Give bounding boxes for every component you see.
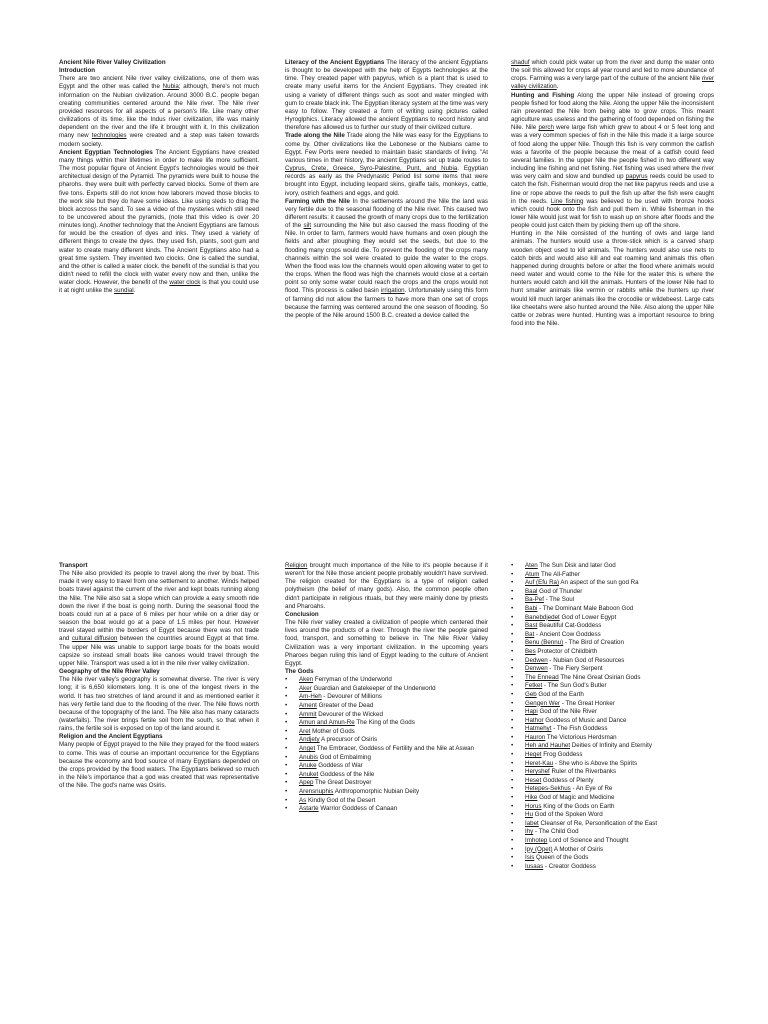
god-name-link[interactable]: Anuket <box>299 770 319 778</box>
god-name-link[interactable]: Aker <box>299 684 312 692</box>
god-name-link[interactable]: Banebdjedet <box>525 613 560 621</box>
literacy-text: The literacy of the ancient Egyptians is thought to be developed with the help of Egypts technologies at the time. They created paper with papyrus, which is a plant that is used to create many useful items for the Ancient Egyptians. They created ink using a variety of different things such as soot and water mingled with gum to create black ink. The Egyptian literacy system at the time was very easy to follow. They created a form of writing using pictures called Hyroglphics. Literacy allowed the ancient Egyptians to record history and therefore has allowed us to further our study of their civilized culture. <box>285 59 488 132</box>
farming-continued <box>511 59 714 92</box>
geography-paragraph: The Nile river valley's geography is somewhat diverse. The river is very long; it is 6,650 kilometers long. It is one of the longest rivers in the world. It has two stretches of land around it and as mentioned earlier it has very fertile land due to the flooding of the river. The Nile flows north because of the topography of the land. The Nile also has many cataracts (waterfalls). The river brings fertile soil from the south, so that when it rains, the fertile soil is exposed on top of the land around it. <box>59 676 259 733</box>
gods-list-right <box>511 562 714 871</box>
god-list-item <box>285 736 488 745</box>
god-list-item <box>511 596 714 605</box>
papyrus-link[interactable]: papyrus <box>625 173 648 181</box>
god-name-link[interactable]: Heset <box>525 776 542 784</box>
god-description: Mother of Gods <box>310 727 355 735</box>
introduction-text: There are two ancient Nile river valley civilizations, one of them was Egypt and the other was called the <box>59 75 259 91</box>
god-list-item <box>511 760 714 769</box>
god-description: God of Lower Egypt <box>559 613 617 621</box>
god-name-link[interactable]: Bat <box>525 630 535 638</box>
god-description: - She who is Above the Spirits <box>553 759 638 767</box>
god-list-item <box>285 805 488 814</box>
god-name-link[interactable]: Andjety <box>299 736 320 744</box>
trade-places-link[interactable]: Cyprus, Crete, Greece, Syro-Palestine, Punt, and Nubia <box>285 165 458 173</box>
column-1 <box>59 59 259 443</box>
god-description: Goddess of War <box>316 762 363 770</box>
perch-link[interactable]: perch <box>538 124 554 132</box>
farming-text: which could pick water up from the river and dump the water onto the soil this allowed for crops all year round and led to more abundance of crops. Farming was a very large part of the culture of the ancient Nile <box>511 59 714 83</box>
god-description: Anthropomorphic Nubian Deity <box>333 787 420 795</box>
god-name-link[interactable]: Am-Heh <box>299 693 322 701</box>
religion-heading: Religion and the Ancient Egyptians <box>59 733 163 741</box>
god-description: God of Magic and Medicine <box>537 794 615 802</box>
god-description: The Great Destroyer <box>313 779 372 787</box>
god-description: God of the Nile River <box>537 708 597 716</box>
god-list-item <box>511 605 714 614</box>
god-description: - The Child God <box>533 828 579 836</box>
god-list-item <box>511 657 714 666</box>
god-description: - The Fish Goddess <box>551 725 608 733</box>
god-name-link[interactable]: Ipy (Opet) <box>525 845 553 853</box>
god-name-link[interactable]: Baal <box>525 587 538 595</box>
god-description: - The Dominant Male Baboon God <box>537 604 634 612</box>
god-description: God of Thunder <box>537 587 583 595</box>
god-list-item <box>511 614 714 623</box>
god-list-item <box>285 728 488 737</box>
god-name-link[interactable]: Hu <box>525 811 533 819</box>
god-description: A precursor of Osiris <box>319 736 378 744</box>
god-name-link[interactable]: Ament <box>299 701 317 709</box>
farming-text: . Unfortunately using this form of farming did not allow the farmers to have more than one set of crops because the farming was centered around the one season of flooding. So the people of the Nile around 1500 B.C. created a device called the <box>285 287 488 319</box>
god-description: God of the Spoken Word <box>532 811 603 819</box>
river-valley-civilization-link[interactable]: river valley civilization <box>511 75 714 91</box>
god-description: Queen of the Gods <box>534 854 589 862</box>
god-name-link[interactable]: Apep <box>299 779 314 787</box>
god-list-item <box>511 691 714 700</box>
god-description: King of the Gods on Earth <box>541 802 615 810</box>
technologies-text: The Ancient Egyptians have created many things within their lifetimes in order to make life more sufficient. The most popular figure of Ancient Egypt's technologies would be their architectual design of the Pyramid. The pyramids were built to house the pharohs. they were built with perfectly carved blocks. Some of them are five tons. Experts still do not know how laborers moved those blocks to the work site but they do have some ideas. Like using sleds to drag the block accross the sand. To see a video of the mysteries which still need to be uncovered about the pyramids, (note that this video is over 20 minutes long). Another technology that the Ancient Egyptians are famous for would be the creation of dyes and inks. They used a variety of different things to create the dyes. they used fish, plants, soot gum and water to create many different kinds. The Ancient Egyptians also had a great time system. They invented two clocks. One is called the sundial, and the other is called a water clock. the benefit of the sundial is that you didn't need to refill the clock with water every now and then, unlike the water clock. However, the benefit of the <box>59 148 259 287</box>
trade-text: Trade along the Nile was easy for the Egyptians to come by. Other civilizations like the Lebonese or the Nubians came to Egypt. Few Ports were needed to maintain basic standards of living. "At various times in their history, the ancient Egyptians set up trade routes to <box>285 132 488 164</box>
god-name-link[interactable]: Atum <box>525 570 540 578</box>
god-name-link[interactable]: Hetepes-Sekhus <box>525 785 571 793</box>
geography-heading: Geography of the Nile River Valley <box>59 668 160 676</box>
sundial-link[interactable]: sundial <box>114 287 134 295</box>
god-name-link[interactable]: Hapi <box>525 708 538 716</box>
god-name-link[interactable]: Denwen <box>525 665 548 673</box>
god-name-link[interactable]: Geb <box>525 690 537 698</box>
gods-heading: The Gods <box>285 668 314 676</box>
shaduf-link[interactable]: shaduf <box>511 59 530 66</box>
god-description: Kindly God of the Desert <box>306 796 376 804</box>
god-name-link[interactable]: Ihy <box>525 828 534 836</box>
god-description: - The Soul <box>543 596 575 604</box>
god-list-item <box>511 751 714 760</box>
introduction-text: were created and a step was taken towards modern society. <box>59 132 259 148</box>
god-list-item <box>285 711 488 720</box>
god-description: Ruler of the Riverbanks <box>549 768 617 776</box>
god-name-link[interactable]: Aten <box>525 562 538 569</box>
god-list-item <box>511 794 714 803</box>
god-name-link[interactable]: Horus <box>525 802 542 810</box>
god-list-item <box>285 771 488 780</box>
god-list-item <box>511 820 714 829</box>
god-description: The All-Father <box>539 570 580 578</box>
god-list-item <box>511 863 714 872</box>
god-description: - The Fiery Serpent <box>547 665 603 673</box>
god-list-item <box>285 788 488 797</box>
god-name-link[interactable]: Bast <box>525 622 538 630</box>
farming-text: . <box>556 83 559 91</box>
god-list-item <box>511 700 714 709</box>
god-list-item <box>285 762 488 771</box>
god-list-item <box>285 702 488 711</box>
god-name-link[interactable]: Hike <box>525 794 538 802</box>
god-name-link[interactable]: Anget <box>299 744 316 752</box>
farming-heading: Farming with the Nile <box>285 197 350 205</box>
god-list-item <box>511 828 714 837</box>
farming-paragraph <box>285 198 488 320</box>
god-description: God of Embalming <box>317 753 371 761</box>
god-list-item <box>511 674 714 683</box>
religion-text: brought much importance of the Nile to it's people because if it weren't for the Nile those ancient people probably wouldn't have survived. The religion created for the Egyptians is a type of religion called polytheism (the belief of many gods). Also, the common people often didn't participate in religious rituals, but they were mainly done by priests and Pharoahs. <box>285 562 488 610</box>
god-description: Cleanser of Re, Personification of the East <box>538 819 658 827</box>
god-list-item <box>285 676 488 685</box>
trade-text: . Egyptian records as early as the Predynastic Period list some items that were brought into Egypt, including leopard skins, giraffe tails, monkeys, cattle, ivory, ostrich feathers and eggs, and gold. <box>285 165 488 197</box>
god-description: - An Eye of Re <box>570 785 613 793</box>
god-description: Warrior Goddess of Canaan <box>318 805 398 813</box>
transport-paragraph <box>59 570 259 668</box>
god-description: Goddess of Music and Dance <box>543 716 627 724</box>
god-list-item <box>511 639 714 648</box>
column-6 <box>511 562 714 1007</box>
god-description: - Nubian God of Resources <box>547 656 625 664</box>
god-list-item <box>511 682 714 691</box>
god-list-item <box>511 648 714 657</box>
god-description: Frog Goddess <box>541 751 583 759</box>
hunting-text: were large fish which grew to about 4 or 5 feet long and was a very common species of fish in the Nile this made it a large source of food along the upper Nile. Though this fish is very common the catfish was a favorite of the people because the meat of a catfish could feed several families. In the upper Nile the people fished in two different way including line fishing and net fishing. Net fishing was used where the river was very calm and slow and bundled up <box>511 124 714 181</box>
god-description: The King of the Gods <box>354 719 415 727</box>
trade-paragraph <box>285 132 488 197</box>
god-description: Ferryman of the Underworld <box>313 676 392 684</box>
hunting-text: Along the upper Nile instead of growing crops people fished for food along the Nile. Along the upper Nile the inconsistent rain prevented the Nile from being able to grow crops. This meant agriculture was useless and the gathering of food depended on fishing the Nile. Nile <box>511 91 714 132</box>
god-list-item <box>285 754 488 763</box>
god-list-item <box>285 779 488 788</box>
god-list-item <box>511 579 714 588</box>
god-description: Goddess of the Nile <box>318 770 375 778</box>
god-name-link[interactable]: Amun and Amun-Re <box>299 719 355 727</box>
god-name-link[interactable]: As <box>299 796 307 804</box>
god-name-link[interactable]: Hatmehyt <box>525 725 552 733</box>
god-list-item <box>511 846 714 855</box>
god-name-link[interactable]: Aken <box>299 676 314 684</box>
god-name-link[interactable]: Arensnuphis <box>299 787 334 795</box>
god-list-item <box>511 708 714 717</box>
conclusion-heading: Conclusion <box>285 610 319 618</box>
column-5 <box>285 562 488 1007</box>
god-description: Greater of the Dead <box>316 701 374 709</box>
god-name-link[interactable]: Benu (Bennu) <box>525 639 564 647</box>
god-list-item <box>511 777 714 786</box>
god-list-item <box>285 719 488 728</box>
literacy-heading: Literacy of the Ancient Egyptians <box>285 59 385 66</box>
conclusion-paragraph: The Nile river valley created a civilization of people which centered their lives around the products of a river. Through the river the people gained food, transport, and something to believe in. The Nile River Valley Civilization was a very important civilization. In the upcoming years Pharoes began ruling this land of Egypt leading to the culture of Ancient Egypt. <box>285 619 488 667</box>
god-description: Goddess of Plenty <box>541 776 594 784</box>
hunting-heading: Hunting and Fishing <box>511 91 575 99</box>
literacy-paragraph <box>285 59 488 132</box>
nubia-link[interactable]: Nubia <box>162 83 179 91</box>
god-description: - Creator Goddess <box>543 862 596 870</box>
god-name-link[interactable]: Anubis <box>299 753 318 761</box>
column-4 <box>59 562 259 1007</box>
god-list-item <box>511 811 714 820</box>
technologies-paragraph <box>59 149 259 296</box>
god-list-item <box>511 562 714 571</box>
god-list-item <box>511 717 714 726</box>
god-list-item <box>511 742 714 751</box>
farming-text: surrounding the Nile but also caused the mass flooding of the Nile. In order to farm, farmers would have humans and oxen plough the fields and after ploughing they would set the seeds, but due to the flooding many crops would die. To prevent the flooding of the crops many channels within the soil were created to guide the water to the crops. When the flood was low the channels would open allowing water to get to the crops. When the flood was high the channels would close at a certain point so only some water could reach the crops and the crops would not flood. This process is called basin <box>285 222 488 295</box>
god-list-item <box>511 854 714 863</box>
god-description: The Embracer, Goddess of Fertility and the Nile at Aswan <box>315 744 474 752</box>
god-description: - The Bird of Creation <box>563 639 624 647</box>
god-list-item <box>511 837 714 846</box>
technologies-link[interactable]: technologies <box>91 132 127 140</box>
introduction-text: ; although, there's not much information on the Nubian civilization. Around 3000 B.C. people began creating communities centered around the Nile river. The Nile river provided resources for all aspects of a person's life. Like many other civilizations of its time, like the Indus river civilization, life was mainly dependent on the river and the life it brought with it. In this civilization many new <box>59 83 259 140</box>
god-description: Beautiful Cat-Goddess <box>537 622 602 630</box>
god-name-link[interactable]: Ammit <box>299 710 317 718</box>
technologies-heading: Ancient Egyptian Technologies <box>59 148 153 156</box>
god-name-link[interactable]: Heh and Hauhet <box>525 742 571 750</box>
god-name-link[interactable]: Auf (Efu Ra) <box>525 579 560 587</box>
god-description: Protector of Childbirth <box>535 647 598 655</box>
hunting-paragraph-2: Hunting in the Nile consisted of the hunting of owls and large land animals. The hunters would use a throw-stick which is a carved sharp wooden object used to kill animals. The hunters would also use nets to catch birds and would also kill and eat roaming land animals this often happened during droughts before or after the flood where animals would need water and would come to the Nile for the water this is where the hunters would catch and kill the animals. Hunters of the lower Nile had to hunt smaller animals like vermin or rabbits while the hunters up river would kill much larger animals like the crocodile or wildebeest. Large cats like cheetahs were also hunted around the Nile. Also along the upper Nile cattle or zebras were hunted. Hunting was a important resource to bring food into the Nile. <box>511 230 714 327</box>
god-description: - Devourer of Millions <box>321 693 382 701</box>
god-name-link[interactable]: Heqet <box>525 751 542 759</box>
transport-heading: Transport <box>59 562 88 569</box>
god-description: An aspect of the sun god Ra <box>559 579 639 587</box>
god-description: Deities of Infinity and Eternity <box>570 742 652 750</box>
cultural-diffusion-link[interactable]: cultural diffusion <box>71 635 118 643</box>
hunting-paragraph <box>511 92 714 231</box>
god-name-link[interactable]: Hathor <box>525 716 544 724</box>
god-list-item <box>285 693 488 702</box>
god-list-item <box>511 734 714 743</box>
god-description: - The Sun God's Butler <box>542 682 607 690</box>
god-name-link[interactable]: Hauron <box>525 733 546 741</box>
god-list-item <box>285 797 488 806</box>
god-name-link[interactable]: Heret-Kau <box>525 759 554 767</box>
god-list-item <box>511 571 714 580</box>
trade-heading: Trade along the Nile <box>285 132 345 140</box>
technologies-text: is that you could use it at night unlike the <box>59 279 259 295</box>
god-description: Devourer of the Wicked <box>316 710 383 718</box>
god-name-link[interactable]: Gengen Wer <box>525 699 560 707</box>
god-list-item <box>511 622 714 631</box>
religion-link[interactable]: Religion <box>285 562 308 569</box>
god-name-link[interactable]: Dedwen <box>525 656 548 664</box>
silt-link[interactable]: silt <box>303 222 312 230</box>
god-description: Lord of Science and Thought <box>547 837 629 844</box>
transport-text: The Nile also provided its people to travel along the river by boat. This made it very easy to travel from one settlement to another. Winds helped boats travel against the current of the river and kept boats running along the Nile. The Nile also sat a slope which can provide a easy smooth ride down the river if the boat is going north. During the seasonal flood the boats could run at a pace of 6 miles per hour while on a drier day or season the boat would go at a pace of 1.5 miles per hour. However travel stayed within the borders of Egypt because there was not trade and <box>59 570 259 643</box>
god-name-link[interactable]: Fetket <box>525 682 543 690</box>
god-name-link[interactable]: Imhotep <box>525 837 548 844</box>
god-description: God of the Earth <box>536 690 584 698</box>
religion-paragraph: Many people of Egypt prayed to the Nile they prayed for the flood waters to come. This was of course an important occurrence for the Egyptians because the economy and food source of many Egyptians depended on the crops provided by the flood waters. The Egyptians believed so much in the Nile's importance that a god was created that was representative of the Nile. The god's name was Osiris. <box>59 741 259 790</box>
god-name-link[interactable]: Isis <box>525 854 535 862</box>
god-list-item <box>511 803 714 812</box>
god-list-item <box>511 588 714 597</box>
god-name-link[interactable]: Iusaas <box>525 862 544 870</box>
document-title: Ancient Nile River Valley Civilization <box>59 59 166 66</box>
god-name-link[interactable]: Astarte <box>299 805 319 813</box>
god-description: The Sun Disk and later God <box>537 562 616 569</box>
religion-continued <box>285 562 488 611</box>
god-description: - The Great Honker <box>559 699 615 707</box>
god-name-link[interactable]: Ba-Pef <box>525 596 544 604</box>
god-list-item <box>511 665 714 674</box>
hunting-text: was believed to be used with bronze hooks which could hook onto the fish and pull them in. While fisherman in the lower Nile would just wait for fish to wash up on shore after floods and the people could just catch them by picking them up off the shore. <box>511 197 714 230</box>
god-name-link[interactable]: Heryshef <box>525 768 550 776</box>
god-description: Guardian and Gatekeeper of the Underworld <box>311 684 436 692</box>
god-description: The Victorious Herdsman <box>545 733 617 741</box>
transport-text: between the countries around Egypt at that time. The upper Nile was unable to support large boats for the boats would capsize so instead small boats like canoes would travel through the upper Nile. Transport was used a lot in the nile river valley civilization. <box>59 635 259 667</box>
gods-list-left <box>285 676 488 814</box>
god-description: The Nine Great Osirian Gods <box>558 673 641 681</box>
god-name-link[interactable]: Bes <box>525 647 536 655</box>
god-name-link[interactable]: Iabet <box>525 819 539 827</box>
god-list-item <box>511 768 714 777</box>
god-list-item <box>285 745 488 754</box>
god-name-link[interactable]: The Ennead <box>525 673 559 681</box>
god-list-item <box>511 631 714 640</box>
line-fishing-link[interactable]: Line fishing <box>550 197 584 205</box>
irrigation-link[interactable]: irrigation <box>380 287 405 295</box>
introduction-heading: Introduction <box>59 67 96 75</box>
technologies-text: . <box>133 287 136 295</box>
column-3 <box>511 59 714 443</box>
hunting-text: reeds could be used to catch the fish. Fisherman would drop the net like papyrus reeds and use a line or rope above the reeds to pull the fish up after the fish were caught in the reeds. <box>511 173 714 205</box>
water-clock-link[interactable]: water clock <box>169 279 201 287</box>
god-description: - Ancient Cow Goddess <box>534 630 601 638</box>
god-name-link[interactable]: Babi <box>525 604 538 612</box>
god-name-link[interactable]: Aret <box>299 727 311 735</box>
column-2 <box>285 59 488 443</box>
farming-text: In the settlements around the Nile the land was very fertile due to the seasonal flooding of the Nile river. This caused two different results: it caused the growth of many crops due to the fertilization of the <box>285 197 488 230</box>
god-list-item <box>511 785 714 794</box>
god-name-link[interactable]: Anuke <box>299 762 317 770</box>
god-description: A Mother of Osiris <box>552 845 604 853</box>
god-list-item <box>511 725 714 734</box>
introduction-paragraph <box>59 75 259 148</box>
god-list-item <box>285 685 488 694</box>
